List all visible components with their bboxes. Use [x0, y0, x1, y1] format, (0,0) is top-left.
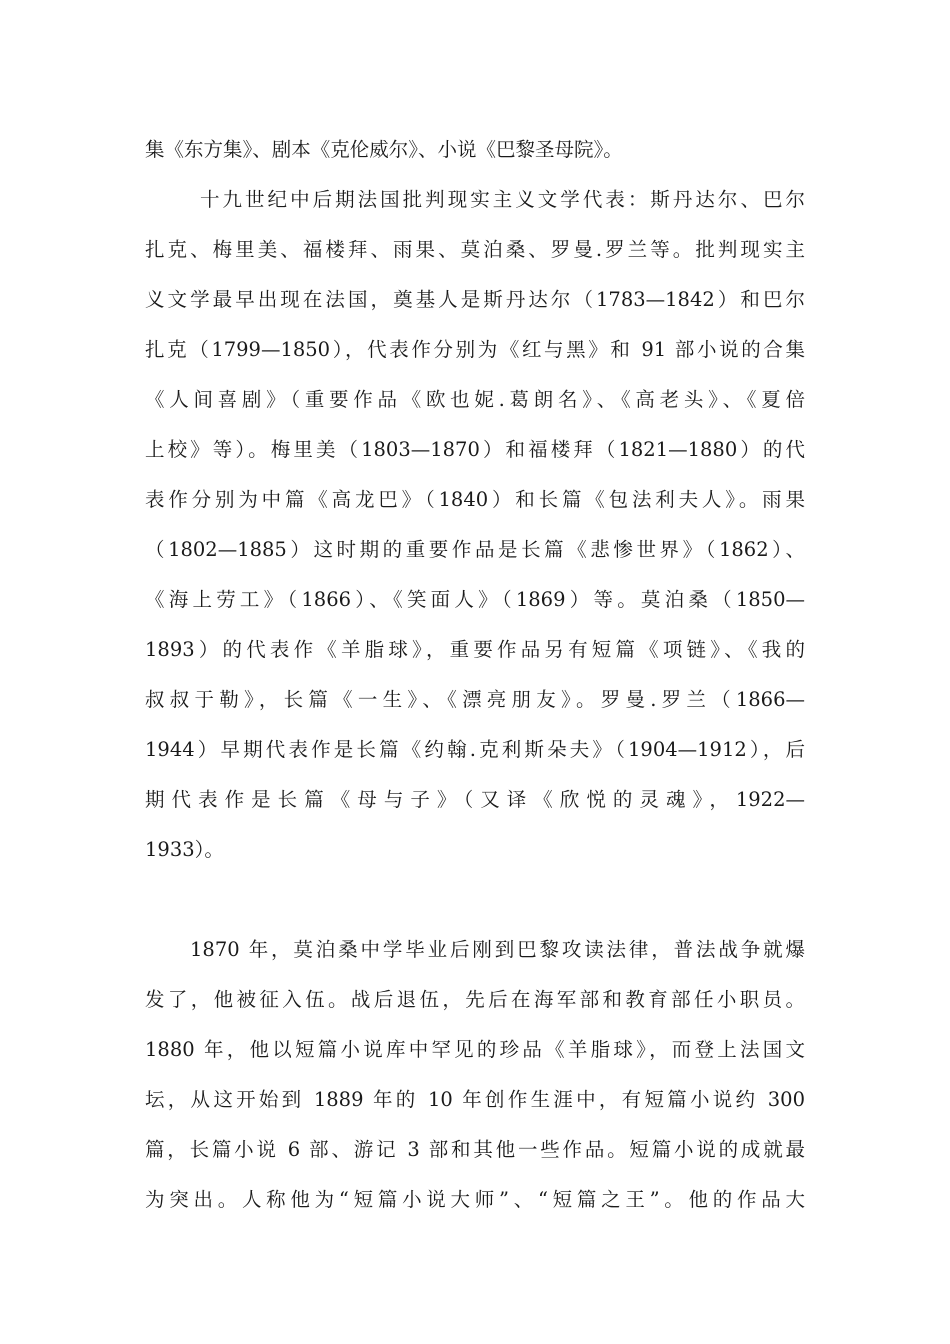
paragraph-2-line-1: 十九世纪中后期法国批判现实主义文学代表：斯丹达尔、巴尔 — [200, 188, 805, 211]
paragraph-2-line-11: 叔叔于勒》，长篇《一生》、《漂亮朋友》。罗曼.罗兰（1866— — [145, 688, 805, 711]
paragraph-3-line-2: 发了，他被征入伍。战后退伍，先后在海军部和教育部任小职员。 — [145, 988, 805, 1011]
paragraph-3-line-3: 1880 年，他以短篇小说库中罕见的珍品《羊脂球》，而登上法国文 — [145, 1038, 805, 1061]
paragraph-2-line-6: 上校》等）。梅里美（1803—1870）和福楼拜（1821—1880）的代 — [145, 438, 805, 461]
paragraph-1-line-1: 集《东方集》、剧本《克伦威尔》、小说《巴黎圣母院》。 — [145, 138, 623, 161]
paragraph-2-line-4: 扎克（1799—1850），代表作分别为《红与黑》和 91 部小说的合集 — [145, 338, 805, 361]
paragraph-2-line-12: 1944）早期代表作是长篇《约翰.克利斯朵夫》（1904—1912），后 — [145, 738, 805, 761]
paragraph-2-line-2: 扎克、梅里美、福楼拜、雨果、莫泊桑、罗曼.罗兰等。批判现实主 — [145, 238, 805, 261]
paragraph-2-line-7: 表作分别为中篇《高龙巴》（1840）和长篇《包法利夫人》。雨果 — [145, 488, 805, 511]
paragraph-2-line-14: 1933）。 — [145, 838, 224, 861]
paragraph-3-line-4: 坛，从这开始到 1889 年的 10 年创作生涯中，有短篇小说约 300 — [145, 1088, 805, 1111]
paragraph-2-line-9: 《海上劳工》（1866）、《笑面人》（1869）等。莫泊桑（1850— — [145, 588, 805, 611]
paragraph-3-line-1: 1870 年，莫泊桑中学毕业后刚到巴黎攻读法律，普法战争就爆 — [190, 938, 805, 961]
paragraph-2-line-13: 期代表作是长篇《母与子》（又译《欣悦的灵魂》，1922— — [145, 788, 805, 811]
paragraph-2-line-8: （1802—1885）这时期的重要作品是长篇《悲惨世界》（1862）、 — [145, 538, 805, 561]
paragraph-3-line-6: 为突出。人称他为“短篇小说大师”、“短篇之王”。他的作品大 — [145, 1188, 805, 1211]
paragraph-2-line-10: 1893）的代表作《羊脂球》，重要作品另有短篇《项链》、《我的 — [145, 638, 805, 661]
paragraph-2-line-3: 义文学最早出现在法国，奠基人是斯丹达尔（1783—1842）和巴尔 — [145, 288, 805, 311]
paragraph-3-line-5: 篇，长篇小说 6 部、游记 3 部和其他一些作品。短篇小说的成就最 — [145, 1138, 805, 1161]
paragraph-2-line-5: 《人间喜剧》（重要作品《欧也妮.葛朗名》、《高老头》、《夏倍 — [145, 388, 805, 411]
